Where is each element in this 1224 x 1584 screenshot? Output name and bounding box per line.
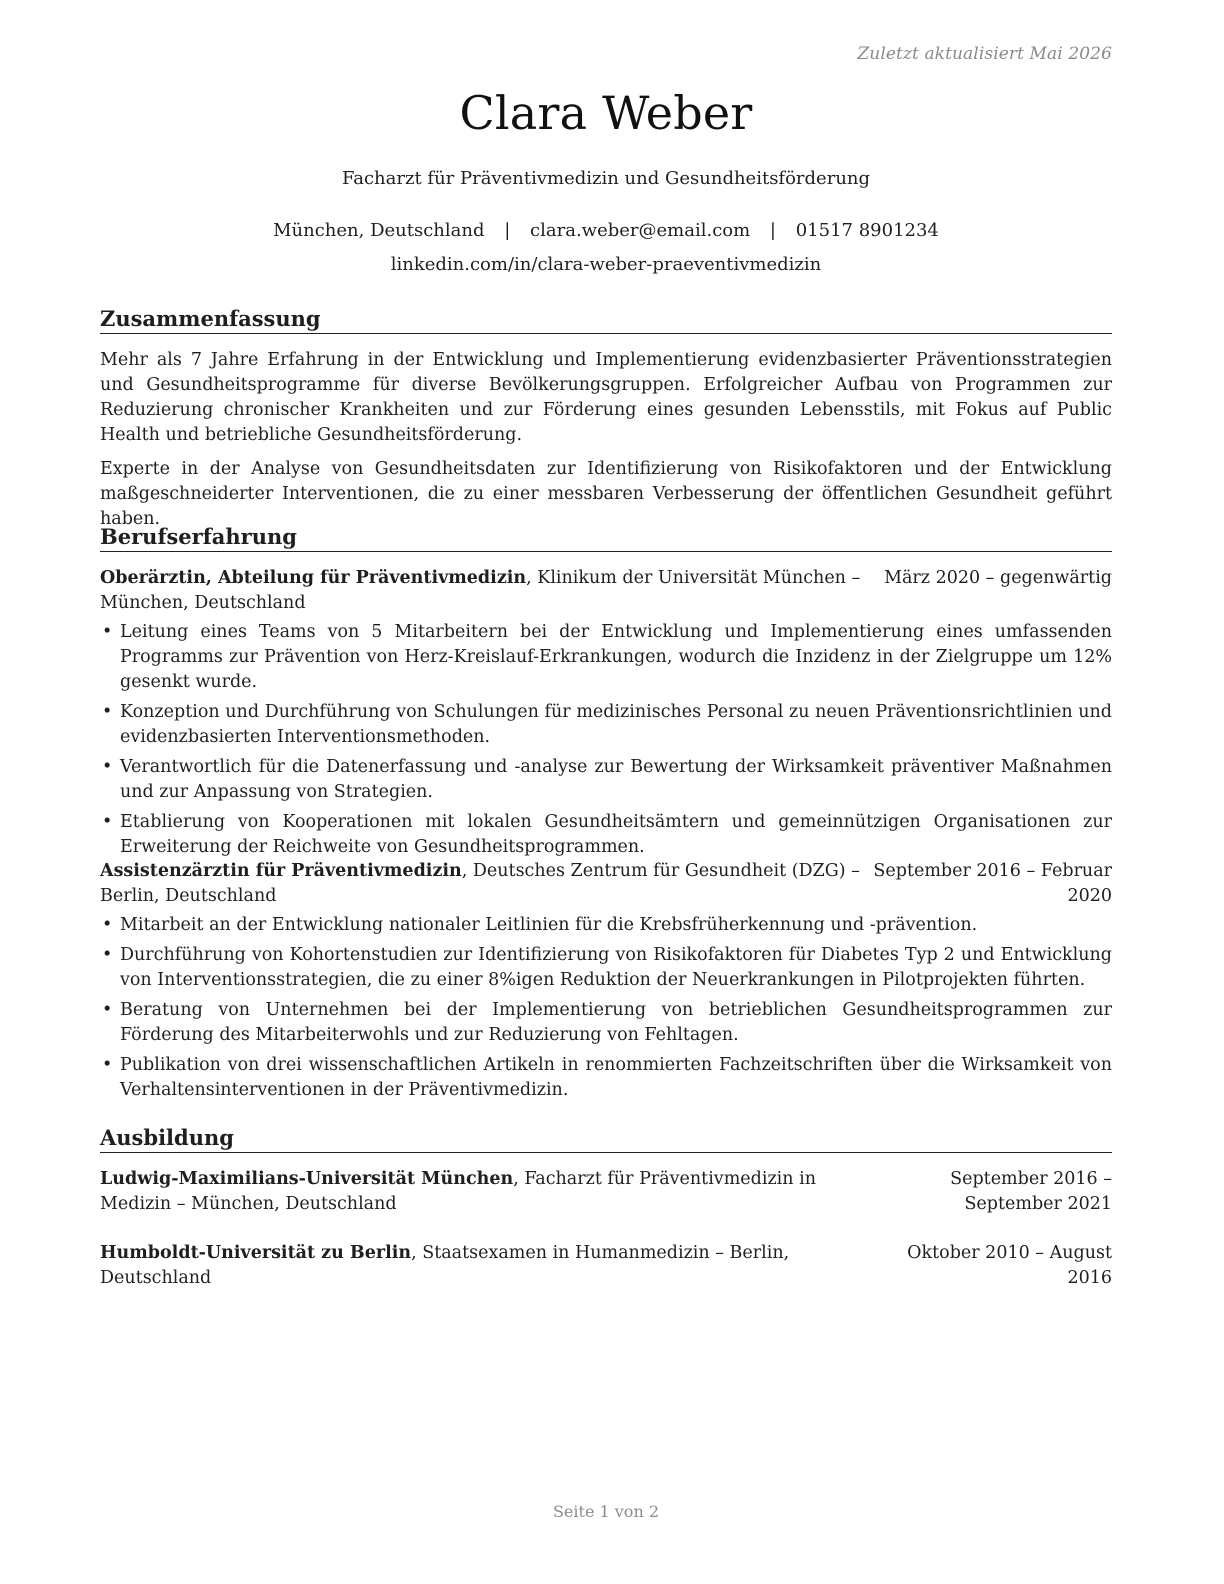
list-item: • Publikation von drei wissenschaftlichen Artikeln in renommierten Fachzeitschriften über die Wirksamkeit von Verhaltensinterventionen in der Präventivmedizin.	[102, 1055, 1112, 1100]
job-entry	[100, 566, 1112, 865]
bullet-text: Publikation von drei wissenschaftlichen Artikeln in renommierten Fachzeitschriften über die Wirksamkeit von Verhaltensinterventionen in der Präventivmedizin.	[120, 1055, 1112, 1100]
education-description	[100, 1241, 877, 1291]
list-item: • Konzeption und Durchführung von Schulungen für medizinisches Personal zu neuen Präventionsrichtlinien und evidenzbasierten Interventionsmethoden.	[102, 702, 1112, 747]
job-employer: , Klinikum der Universität München – München, Deutschland	[100, 568, 861, 613]
separator: |	[769, 220, 776, 241]
bullet-text: Durchführung von Kohortenstudien zur Identifizierung von Risikofaktoren für Diabetes Typ 2 und Entwicklung von Interventionsstrategien, die zu einer 8%igen Reduktion der Neuerkrankungen in Pilotprojekten führten.	[120, 945, 1112, 990]
email-link[interactable]: clara.weber@email.com	[530, 220, 751, 241]
job-description	[100, 566, 884, 616]
bullet-text: Beratung von Unternehmen bei der Implementierung von betrieblichen Gesundheitsprogrammen zur Förderung des Mitarbeiterwohls und zur Reduzierung von Fehltagen.	[120, 1000, 1112, 1045]
education-entry	[100, 1167, 1112, 1217]
education-header	[100, 1167, 1112, 1217]
list-item: • Verantwortlich für die Datenerfassung und -analyse zur Bewertung der Wirksamkeit präventiver Maßnahmen und zur Anpassung von Strategien.	[102, 757, 1112, 802]
degree: , Staatsexamen in Humanmedizin – Berlin, Deutschland	[100, 1243, 790, 1288]
section-heading-education: Ausbildung	[100, 1125, 1112, 1153]
job-header	[100, 859, 1112, 909]
school-name: Ludwig-Maximilians-Universität München	[100, 1169, 514, 1189]
section-heading-summary: Zusammenfassung	[100, 306, 1112, 334]
job-description	[100, 859, 872, 909]
candidate-title: Facharzt für Präventivmedizin und Gesundheitsförderung	[341, 168, 871, 189]
job-entry	[100, 859, 1112, 1108]
job-title: Oberärztin, Abteilung für Präventivmedizin	[100, 568, 527, 588]
job-bullets	[100, 620, 1112, 860]
list-item: • Mitarbeit an der Entwicklung nationaler Leitlinien für die Krebsfrüherkennung und -prävention.	[102, 915, 978, 935]
location: München, Deutschland	[273, 220, 485, 241]
candidate-name: Clara Weber	[459, 86, 753, 140]
education-dates: September 2016 – September 2021	[950, 1169, 1112, 1214]
bullet-text: Etablierung von Kooperationen mit lokalen Gesundheitsämtern und gemeinnützigen Organisationen zur Erweiterung der Reichweite von Gesundheitsprogrammen.	[120, 812, 1112, 857]
bullet-text: Leitung eines Teams von 5 Mitarbeitern bei der Entwicklung und Implementierung eines umfassenden Programms zur Prävention von Herz-Kreislauf-Erkrankungen, wodurch die Inzidenz in der Zielgruppe um 12% gesenkt wurde.	[120, 622, 1112, 692]
education-dates: Oktober 2010 – August 2016	[907, 1243, 1112, 1288]
job-title: Assistenzärztin für Präventivmedizin	[100, 861, 462, 881]
degree: , Facharzt für Präventivmedizin in Medizin – München, Deutschland	[100, 1169, 816, 1214]
list-item: • Durchführung von Kohortenstudien zur Identifizierung von Risikofaktoren für Diabetes Typ 2 und Entwicklung von Interventionsstrategien, die zu einer 8%igen Reduktion der Neuerkrankungen in Pilotprojekten führten.	[102, 945, 1112, 990]
bullet-text: Konzeption und Durchführung von Schulungen für medizinisches Personal zu neuen Präventionsrichtlinien und evidenzbasierten Interventionsmethoden.	[120, 702, 1112, 747]
page-number: Seite 1 von 2	[552, 1502, 660, 1521]
education-description	[100, 1167, 877, 1217]
bullet-text: Verantwortlich für die Datenerfassung und -analyse zur Bewertung der Wirksamkeit präventiver Maßnahmen und zur Anpassung von Strategien.	[120, 757, 1112, 802]
summary-paragraph: Experte in der Analyse von Gesundheitsdaten zur Identifizierung von Risikofaktoren und der Entwicklung maßgeschneiderter Interventionen, die zu einer messbaren Verbesserung der öffentlichen Gesundheit geführt haben.	[100, 459, 1112, 529]
bullet-text: Mitarbeit an der Entwicklung nationaler Leitlinien für die Krebsfrüherkennung und -prävention.	[120, 915, 978, 935]
section-heading-experience: Berufserfahrung	[100, 524, 1112, 552]
list-item: • Leitung eines Teams von 5 Mitarbeitern bei der Entwicklung und Implementierung eines umfassenden Programms zur Prävention von Herz-Kreislauf-Erkrankungen, wodurch die Inzidenz in der Zielgruppe um 12% gesenkt wurde.	[102, 622, 1112, 692]
job-dates: März 2020 – gegenwärtig	[884, 568, 1112, 588]
list-item: • Beratung von Unternehmen bei der Implementierung von betrieblichen Gesundheitsprogrammen zur Förderung des Mitarbeiterwohls und zur Reduzierung von Fehltagen.	[102, 1000, 1112, 1045]
phone-number: 01517 8901234	[795, 220, 939, 241]
education-entry	[100, 1241, 1112, 1291]
linkedin-link[interactable]: linkedin.com/in/clara-weber-praeventivmedizin	[390, 254, 822, 275]
last-updated: Zuletzt aktualisiert Mai 2026	[857, 44, 1112, 64]
school-name: Humboldt-Universität zu Berlin	[100, 1243, 412, 1263]
job-employer: , Deutsches Zentrum für Gesundheit (DZG) – Berlin, Deutschland	[100, 861, 860, 906]
resume-page	[100, 0, 1112, 1584]
contact-line	[100, 220, 1112, 241]
separator: |	[504, 220, 511, 241]
job-dates: September 2016 – Februar 2020	[873, 861, 1112, 906]
list-item: • Etablierung von Kooperationen mit lokalen Gesundheitsämtern und gemeinnützigen Organisationen zur Erweiterung der Reichweite von Gesundheitsprogrammen.	[102, 812, 1112, 857]
job-header	[100, 566, 1112, 616]
education-header	[100, 1241, 1112, 1291]
job-bullets	[100, 913, 1112, 1103]
summary-paragraph: Mehr als 7 Jahre Erfahrung in der Entwicklung und Implementierung evidenzbasierter Präventionsstrategien und Gesundheitsprogramme für diverse Bevölkerungsgruppen. Erfolgreicher Aufbau von Programmen zur Reduzierung chronischer Krankheiten und zur Förderung eines gesunden Lebensstils, mit Fokus auf Public Health und betriebliche Gesundheitsförderung.	[100, 350, 1112, 445]
